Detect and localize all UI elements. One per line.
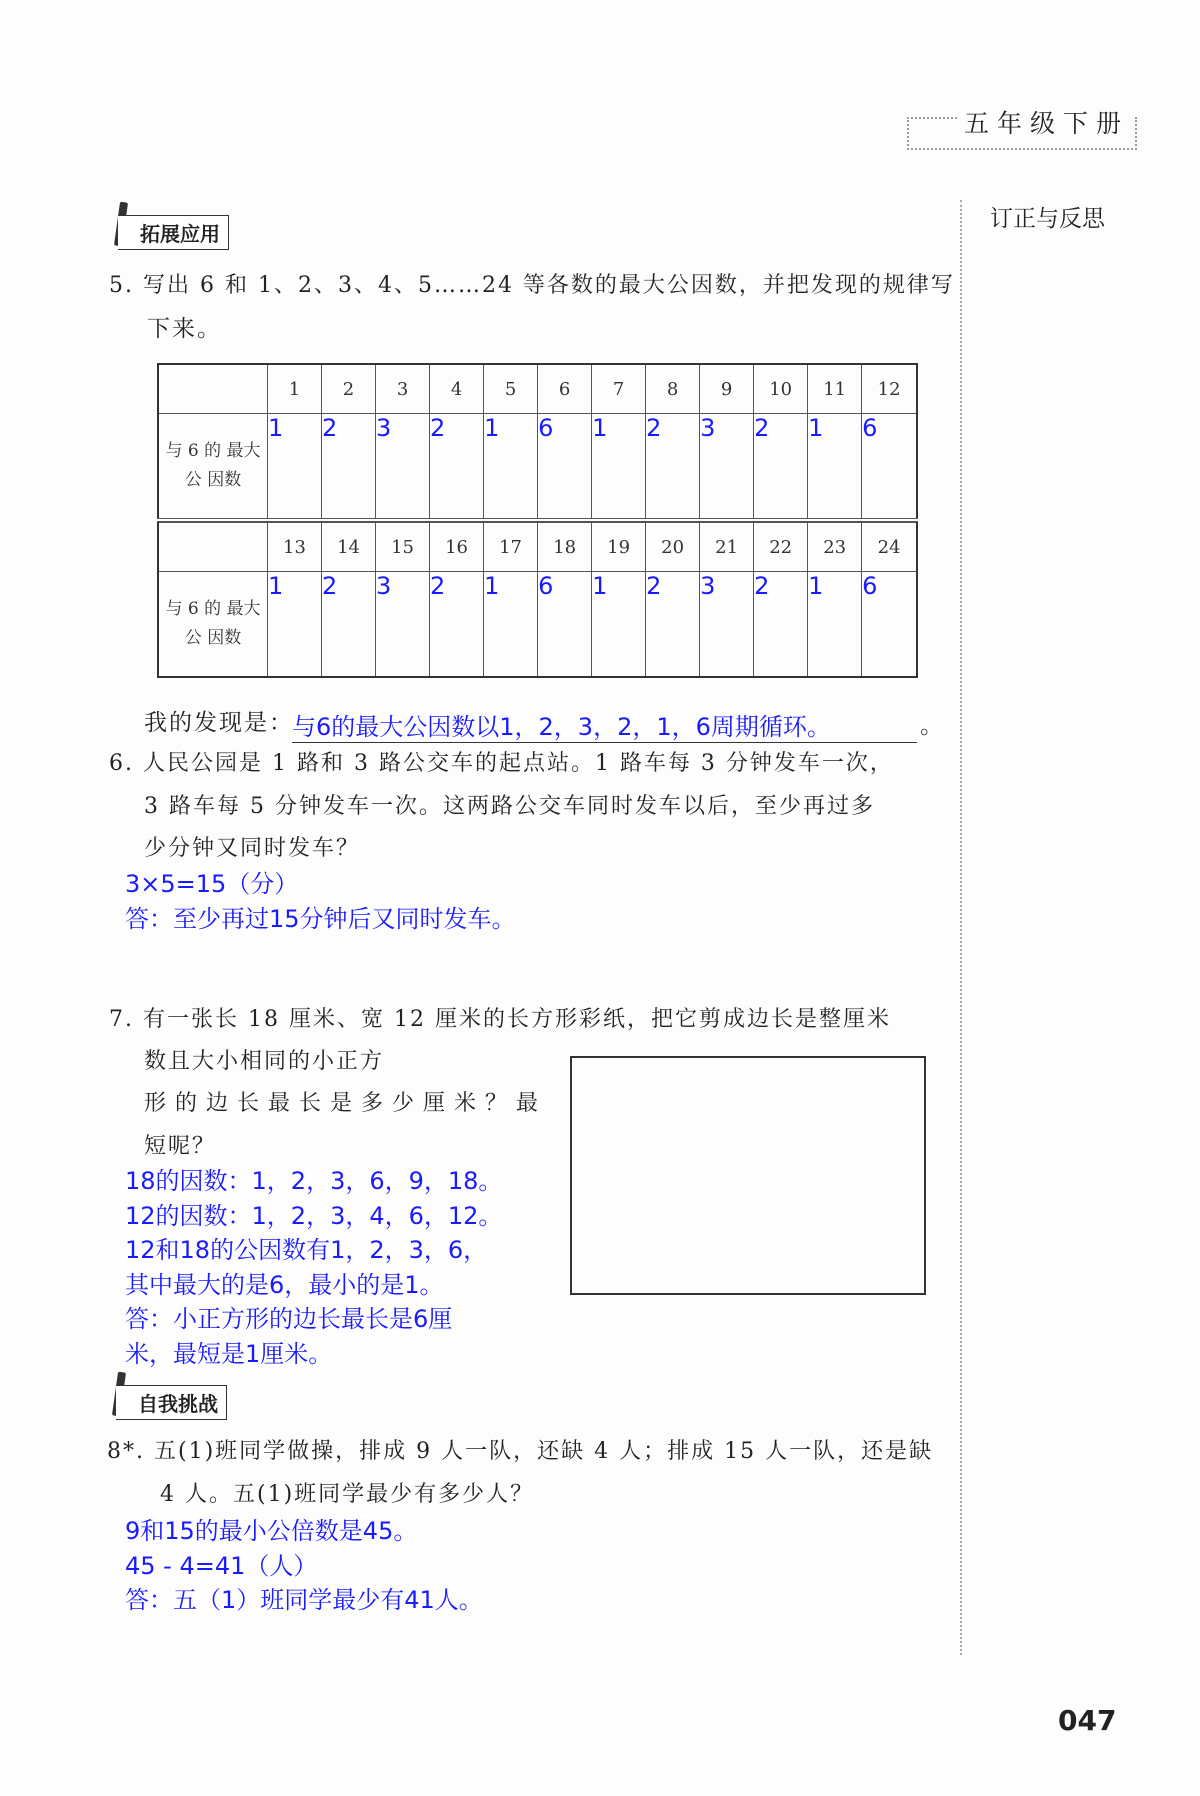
discovery-end: 。 [920, 713, 945, 739]
gcd-value: 6 [862, 572, 917, 678]
gcd-value: 1 [268, 572, 322, 678]
gcd-value: 1 [268, 414, 322, 521]
gcd-value: 3 [376, 572, 430, 678]
q8-line2: 4 人。五(1)班同学最少有多少人？ [160, 1482, 535, 1507]
q6-line1: 6. 人民公园是 1 路和 3 路公交车的起点站。1 路车每 3 分钟发车一次， [109, 751, 894, 776]
sidebar-divider [960, 200, 962, 1655]
gcd-value: 2 [430, 572, 484, 678]
gcd-value: 2 [322, 414, 376, 521]
number-header: 11 [808, 364, 862, 414]
paper-rectangle [570, 1056, 926, 1295]
number-header: 5 [484, 364, 538, 414]
q7-line4: 短呢？ [144, 1134, 217, 1159]
gcd-value: 1 [592, 572, 646, 678]
section-extend: 拓展应用 [118, 215, 229, 250]
number-header: 19 [592, 523, 646, 572]
gcd-value: 3 [376, 414, 430, 521]
number-header: 15 [376, 523, 430, 572]
q7-line1: 7. 有一张长 18 厘米、宽 12 厘米的长方形彩纸，把它剪成边长是整厘米 [109, 1007, 891, 1032]
gcd-value: 2 [754, 572, 808, 678]
q7-answer-1: 18的因数：1，2，3，6，9，18。 [125, 1167, 503, 1195]
q7-answer-2: 12的因数：1，2，3，4，6，12。 [125, 1201, 503, 1230]
gcd-value: 2 [754, 414, 808, 521]
q8-answer-2: 45 - 4=41（人） [125, 1551, 318, 1580]
q5-line1: 5. 写出 6 和 1、2、3、4、5……24 等各数的最大公因数，并把发现的规律写 [109, 273, 955, 298]
q7-line3: 形的边长最长是多少厘米？最 [144, 1091, 548, 1116]
blank-cell [158, 364, 268, 414]
book-title: 五年级下册 [964, 109, 1130, 138]
q7-answer-5: 答：小正方形的边长最长是6厘 [125, 1305, 453, 1333]
q7-answer-3: 12和18的公因数有1，2，3，6， [125, 1236, 488, 1264]
gcd-value: 1 [592, 414, 646, 521]
q6-line3: 少分钟又同时发车？ [144, 836, 361, 861]
number-header: 4 [430, 364, 484, 414]
number-header: 13 [268, 523, 322, 572]
number-header: 16 [430, 523, 484, 572]
page-number: 047 [1058, 1704, 1117, 1737]
gcd-value: 2 [646, 414, 700, 521]
number-header: 10 [754, 364, 808, 414]
q8-answer-1: 9和15的最小公倍数是45。 [125, 1517, 418, 1545]
section-challenge: 自我挑战 [116, 1385, 227, 1420]
gcd-value: 3 [700, 414, 754, 521]
gcd-value: 1 [484, 414, 538, 521]
row-label: 与 6 的 最大公 因数 [158, 572, 268, 678]
header-dotted-top [907, 117, 957, 119]
number-header: 14 [322, 523, 376, 572]
number-header: 6 [538, 364, 592, 414]
number-header: 9 [700, 364, 754, 414]
discovery-answer: 与6的最大公因数以1，2，3，2，1，6周期循环。 [292, 707, 917, 743]
gcd-value: 6 [538, 414, 592, 521]
number-header: 21 [700, 523, 754, 572]
gcd-value: 6 [862, 414, 917, 521]
sidebar-title: 订正与反思 [990, 206, 1105, 232]
discovery-label: 我的发现是： [144, 710, 294, 736]
number-header: 12 [862, 364, 917, 414]
gcd-value: 2 [430, 414, 484, 521]
header-dotted-box [907, 117, 1137, 150]
q5-line2: 下来。 [147, 316, 222, 342]
q7-line2: 数且大小相同的小正方 [144, 1049, 385, 1074]
number-header: 2 [322, 364, 376, 414]
gcd-value: 2 [646, 572, 700, 678]
number-header: 7 [592, 364, 646, 414]
gcd-value: 6 [538, 572, 592, 678]
gcd-value: 1 [808, 414, 862, 521]
q7-answer-6: 米，最短是1厘米。 [125, 1339, 333, 1368]
gcd-value: 1 [484, 572, 538, 678]
q6-line2: 3 路车每 5 分钟发车一次。这两路公交车同时发车以后，至少再过多 [144, 794, 875, 819]
number-header: 20 [646, 523, 700, 572]
gcd-value: 3 [700, 572, 754, 678]
number-header: 3 [376, 364, 430, 414]
number-header: 22 [754, 523, 808, 572]
q8-line1: 8*. 五(1)班同学做操，排成 9 人一队，还缺 4 人；排成 15 人一队，还是缺 [107, 1439, 934, 1464]
q8-answer-3: 答：五（1）班同学最少有41人。 [125, 1586, 483, 1614]
q6-answer-1: 3×5=15（分） [125, 870, 299, 898]
number-header: 1 [268, 364, 322, 414]
blank-cell [158, 523, 268, 572]
number-header: 24 [862, 523, 917, 572]
gcd-table [157, 363, 918, 678]
gcd-value: 1 [808, 572, 862, 678]
number-header: 23 [808, 523, 862, 572]
number-header: 17 [484, 523, 538, 572]
q6-answer-2: 答：至少再过15分钟后又同时发车。 [125, 905, 516, 933]
gcd-value: 2 [322, 572, 376, 678]
row-label: 与 6 的 最大公 因数 [158, 414, 268, 521]
number-header: 18 [538, 523, 592, 572]
number-header: 8 [646, 364, 700, 414]
q7-answer-4: 其中最大的是6，最小的是1。 [125, 1270, 444, 1299]
